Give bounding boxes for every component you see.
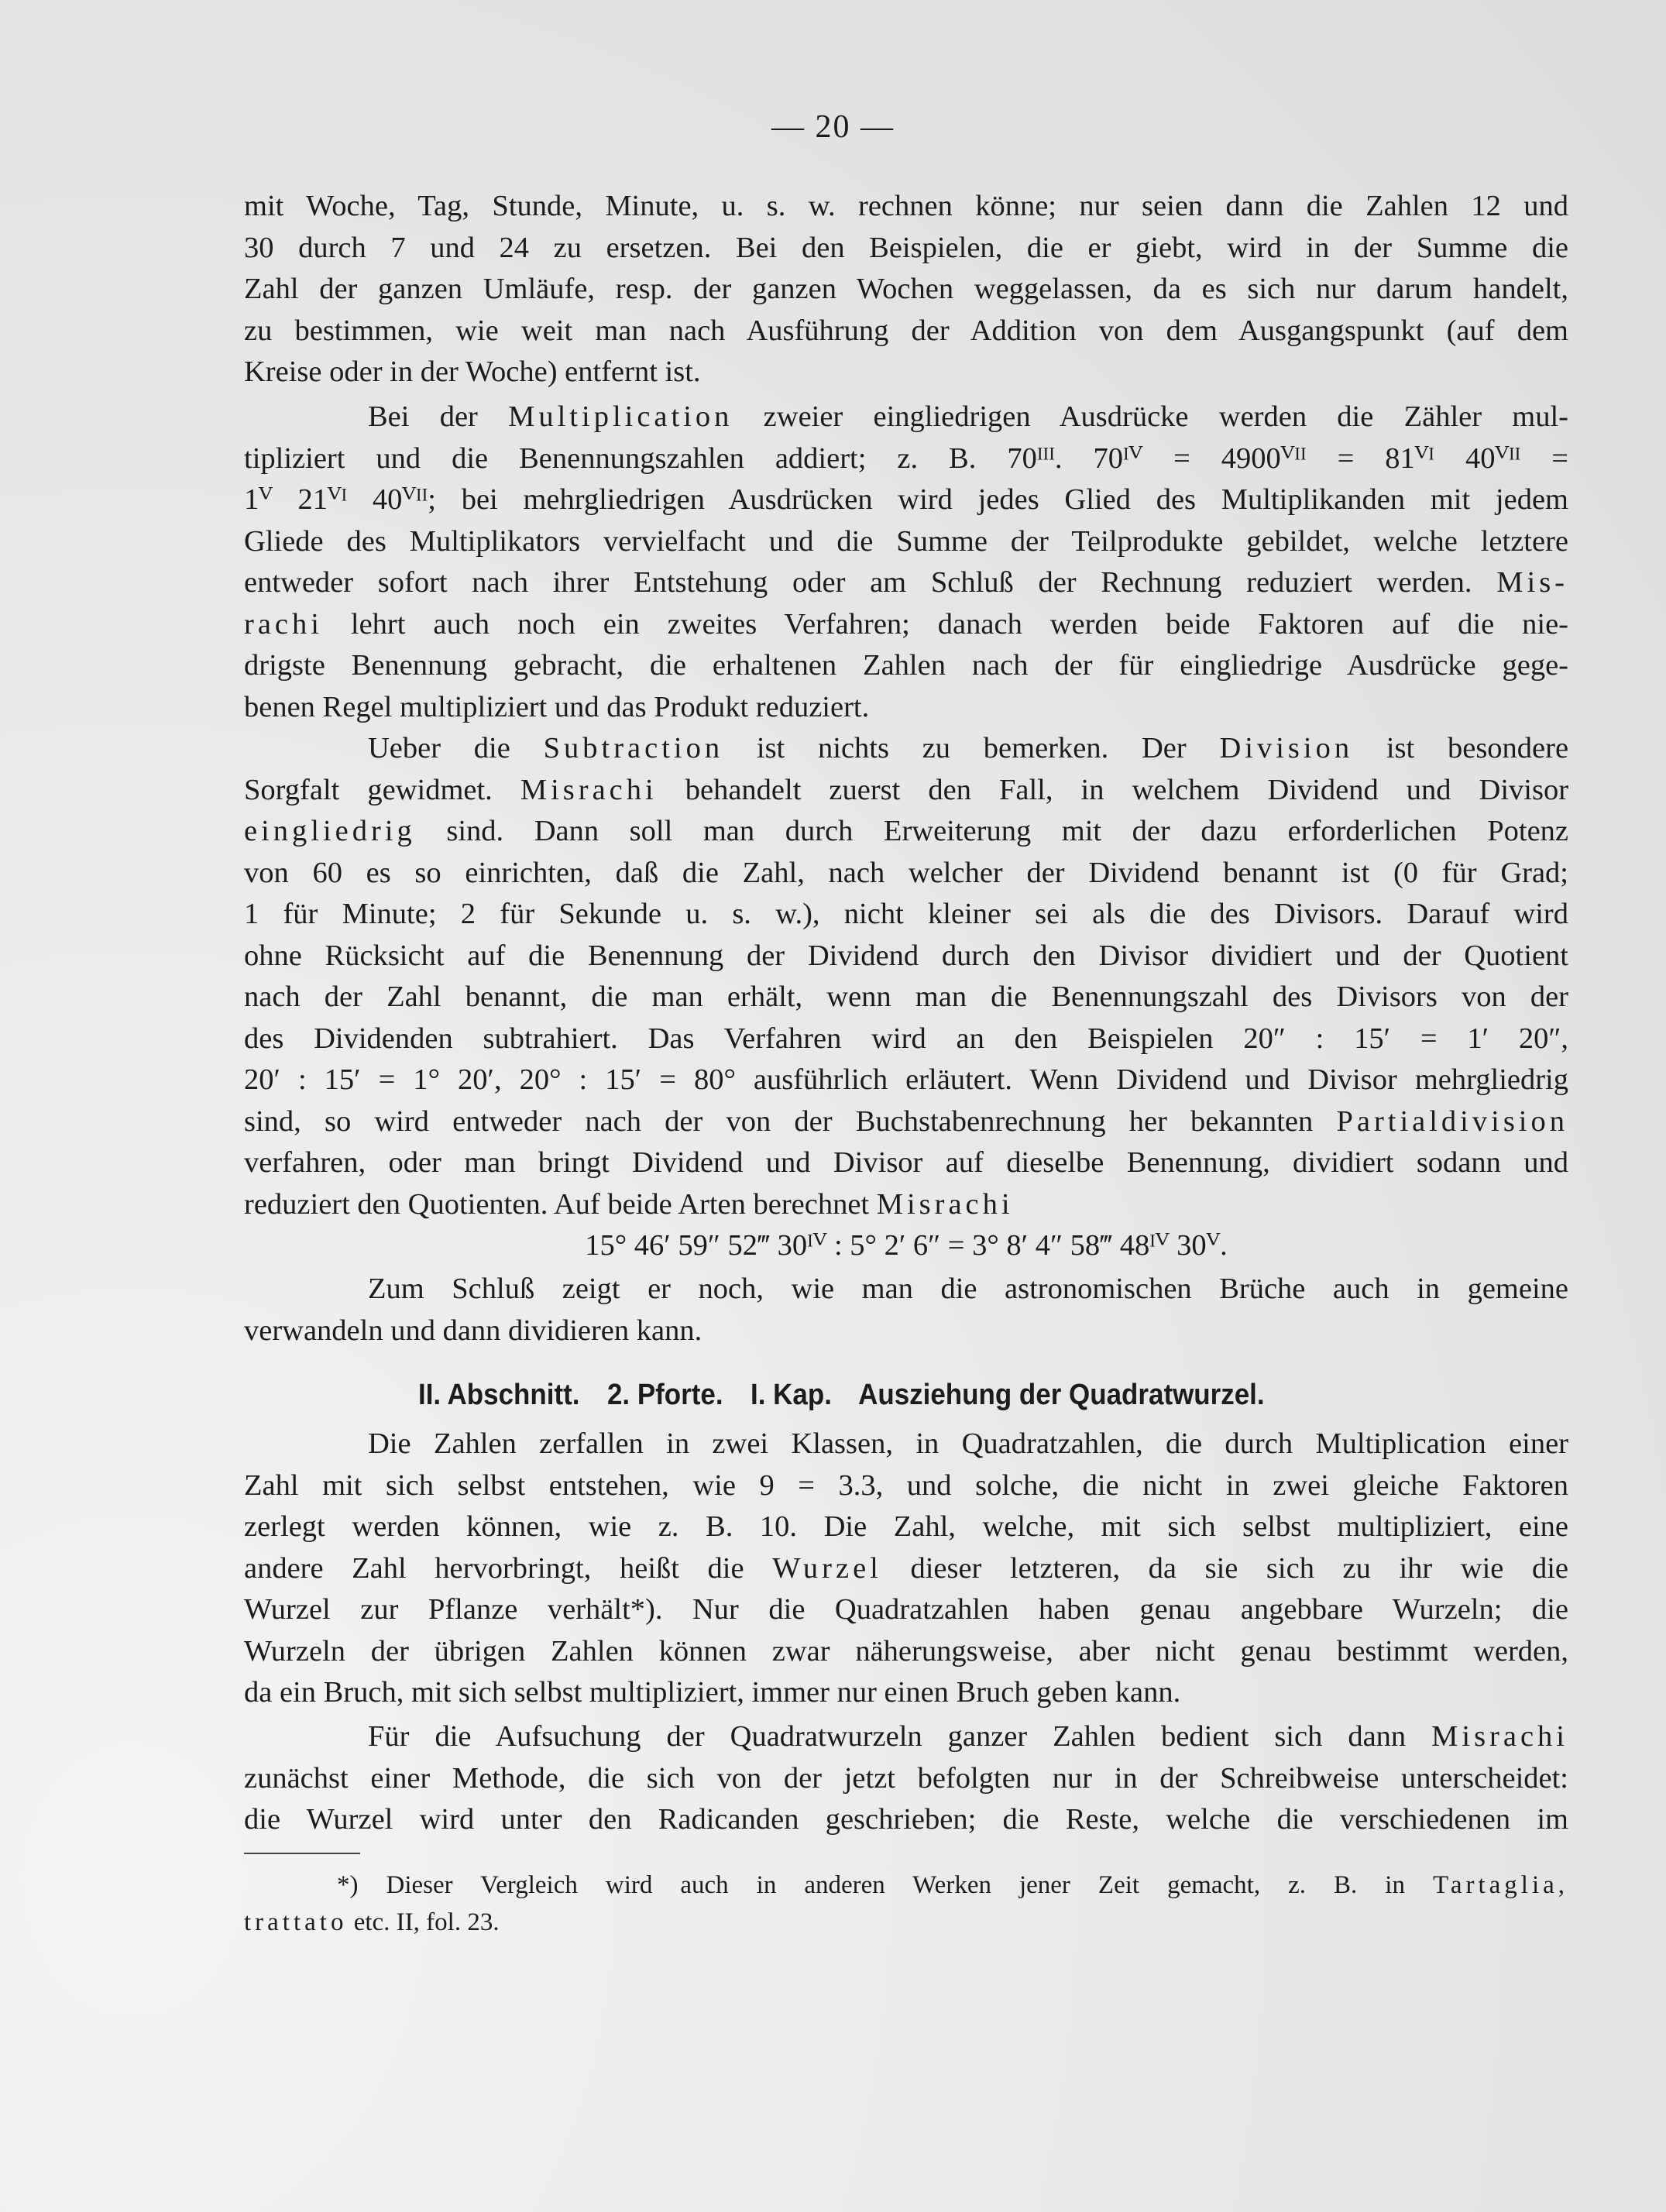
- text-line: des Dividenden subtrahiert. Das Verfahren wird an den Beispielen 20″ : 15′ = 1′ 20″,: [244, 1022, 1568, 1055]
- text-line: [244, 728, 1568, 770]
- text-line: Zahl mit sich selbst entstehen, wie 9 = 3.3, und solche, die nicht in zwei gleiche Faktoren: [244, 1468, 1568, 1502]
- text-line: [244, 770, 1568, 812]
- footnote: [244, 1867, 1568, 1941]
- heading-chapter: I. Kap.: [751, 1379, 832, 1411]
- text-line: [244, 397, 1568, 438]
- spaced-term: Partialdivision: [1336, 1104, 1569, 1138]
- text-line: [244, 1184, 1568, 1226]
- text-run: entweder sofort nach ihrer Entstehung oder am Schluß der Rechnung reduziert werden.: [244, 566, 1472, 599]
- heading-title: Ausziehung der Quadratwurzel.: [858, 1379, 1265, 1411]
- text-run: lehrt auch noch ein zweites Verfahren; danach werden beide Faktoren auf die nie-: [350, 607, 1568, 641]
- text-run: andere Zahl hervorbringt, heißt die: [244, 1551, 744, 1585]
- paragraph-3: [244, 728, 1568, 1267]
- paragraph-4: [244, 1269, 1568, 1352]
- spaced-term: rachi: [244, 607, 323, 641]
- text-run: zweier eingliedrigen Ausdrücke werden die Zähler mul-: [763, 400, 1569, 433]
- text-run: Ueber die: [368, 732, 510, 764]
- text-line: [244, 604, 1568, 646]
- spaced-term: trattato: [244, 1908, 348, 1936]
- page-number: — 20 —: [771, 109, 895, 145]
- footnote-line: [244, 1904, 1568, 1941]
- text-line: 1 für Minute; 2 für Sekunde u. s. w.), nicht kleiner sei als die des Divisors. Darauf wird: [244, 898, 1568, 930]
- text-line: nach der Zahl benannt, die man erhält, wenn man die Benennungszahl des Divisors von der: [244, 981, 1568, 1013]
- text-run: sind. Dann soll man durch Erweiterung mit der dazu erforderlichen Potenz: [446, 815, 1568, 847]
- spaced-term: Misrachi: [1431, 1720, 1568, 1753]
- text-run: ist nichts zu bemerken. Der: [756, 732, 1187, 764]
- text-run: behandelt zuerst den Fall, in welchem Dividend und Divisor: [685, 773, 1569, 806]
- text-run: ist besondere: [1386, 732, 1569, 764]
- spaced-term: Misrachi: [876, 1187, 1014, 1221]
- text-line: da ein Bruch, mit sich selbst multipliziert, immer nur einen Bruch geben kann.: [244, 1676, 1181, 1709]
- heading-gate: 2. Pforte.: [606, 1379, 723, 1411]
- text-line: Wurzel zur Pflanze verhält*). Nur die Quadratzahlen haben genau angebbare Wurzeln; die: [244, 1593, 1568, 1626]
- text-run: reduziert den Quotienten. Auf beide Arten berechnet: [244, 1187, 870, 1221]
- text-line: Zum Schluß zeigt er noch, wie man die astronomischen Brüche auch in gemeine: [368, 1273, 1568, 1305]
- text-line: Zahl der ganzen Umläufe, resp. der ganzen Wochen weggelassen, da es sich nur darum handelt,: [244, 273, 1568, 305]
- formula-line: 15° 46′ 59″ 52‴ 30ᴵⱽ : 5° 2′ 6″ = 3° 8′ 4″ 58‴ 48ᴵⱽ 30ⱽ.: [585, 1229, 1228, 1262]
- text-line: 1ⱽ 21ⱽᴵ 40ⱽᴵᴵ; bei mehrgliedrigen Ausdrücken wird jedes Glied des Multiplikanden mit jedem: [244, 483, 1568, 516]
- spaced-term: Wurzel: [772, 1551, 882, 1585]
- text-line: [244, 1548, 1568, 1590]
- spaced-term: Multiplication: [508, 400, 733, 433]
- text-run: *) Dieser Vergleich wird auch in anderen Werken jener Zeit gemacht, z. B. in: [337, 1871, 1405, 1899]
- spaced-term: Misrachi: [520, 773, 658, 806]
- text-line: zerlegt werden können, wie z. B. 10. Die Zahl, welche, mit sich selbst multipliziert, eine: [244, 1510, 1568, 1543]
- text-line: Gliede des Multiplikators vervielfacht und die Summe der Teilprodukte gebildet, welche letztere: [244, 524, 1568, 558]
- text-line: [244, 811, 1568, 853]
- text-run: dieser letzteren, da sie sich zu ihr wie die: [910, 1551, 1568, 1585]
- text-line: [244, 562, 1568, 604]
- spaced-term: Division: [1219, 732, 1354, 764]
- spaced-term: Subtraction: [543, 732, 724, 764]
- spaced-term: eingliedrig: [244, 815, 416, 847]
- text-run: Sorgfalt gewidmet.: [244, 773, 493, 806]
- text-line: ohne Rücksicht auf die Benennung der Dividend durch den Divisor dividiert und der Quotient: [244, 939, 1568, 972]
- heading-section: II. Abschnitt.: [418, 1379, 580, 1411]
- paragraph-2: [244, 397, 1568, 728]
- text-line: [244, 1716, 1568, 1758]
- text-line: Kreise oder in der Woche) entfernt ist.: [244, 356, 701, 388]
- text-line: mit Woche, Tag, Stunde, Minute, u. s. w. rechnen könne; nur seien dann die Zahlen 12 und: [244, 190, 1568, 222]
- paragraph-1: [244, 186, 1568, 393]
- text-line: Wurzeln der übrigen Zahlen können zwar näherungsweise, aber nicht genau bestimmt werden,: [244, 1634, 1568, 1668]
- text-line: verwandeln und dann dividieren kann.: [244, 1314, 702, 1347]
- text-line: drigste Benennung gebracht, die erhaltenen Zahlen nach der für eingliedrige Ausdrücke gege-: [244, 649, 1568, 682]
- text-run: etc. II, fol. 23.: [353, 1908, 500, 1936]
- text-line: [244, 1101, 1568, 1143]
- text-line: 20′ : 15′ = 1° 20′, 20° : 15′ = 80° ausführlich erläutert. Wenn Dividend und Divisor mehrgliedrig: [244, 1063, 1568, 1096]
- footnote-line: [244, 1867, 1568, 1904]
- text-run: sind, so wird entweder nach der von der Buchstabenrechnung her bekannten: [244, 1104, 1314, 1138]
- paragraph-6: [244, 1716, 1568, 1841]
- text-line: zu bestimmen, wie weit man nach Ausführung der Addition von dem Ausgangspunkt (auf dem: [244, 314, 1568, 347]
- spaced-term: Mis-: [1496, 566, 1568, 599]
- text-run: Für die Aufsuchung der Quadratwurzeln ganzer Zahlen bedient sich dann: [368, 1720, 1407, 1753]
- text-line: von 60 es so einrichten, daß die Zahl, nach welcher der Dividend benannt ist (0 für Grad;: [244, 856, 1568, 889]
- text-line: 30 durch 7 und 24 zu ersetzen. Bei den Beispielen, die er giebt, wird in der Summe die: [244, 231, 1568, 264]
- paragraph-5: [244, 1424, 1568, 1714]
- text-line: tipliziert und die Benennungszahlen addiert; z. B. 70ᴵᴵᴵ. 70ᴵⱽ = 4900ⱽᴵᴵ = 81ⱽᴵ 40ⱽᴵᴵ =: [244, 441, 1568, 475]
- text-line: zunächst einer Methode, die sich von der jetzt befolgten nur in der Schreibweise unterscheidet:: [244, 1761, 1568, 1795]
- spaced-term: Tartaglia,: [1432, 1871, 1569, 1899]
- text-line: verfahren, oder man bringt Dividend und Divisor auf dieselbe Benennung, dividiert sodann und: [244, 1146, 1568, 1179]
- section-heading: [418, 1379, 1345, 1412]
- text-line: benen Regel multipliziert und das Produkt reduziert.: [244, 690, 870, 723]
- text-line: Die Zahlen zerfallen in zwei Klassen, in Quadratzahlen, die durch Multiplication einer: [368, 1427, 1568, 1460]
- text-run: Bei der: [368, 400, 478, 433]
- text-line: die Wurzel wird unter den Radicanden geschrieben; die Reste, welche die verschiedenen im: [244, 1803, 1568, 1836]
- footnote-divider: [244, 1853, 360, 1854]
